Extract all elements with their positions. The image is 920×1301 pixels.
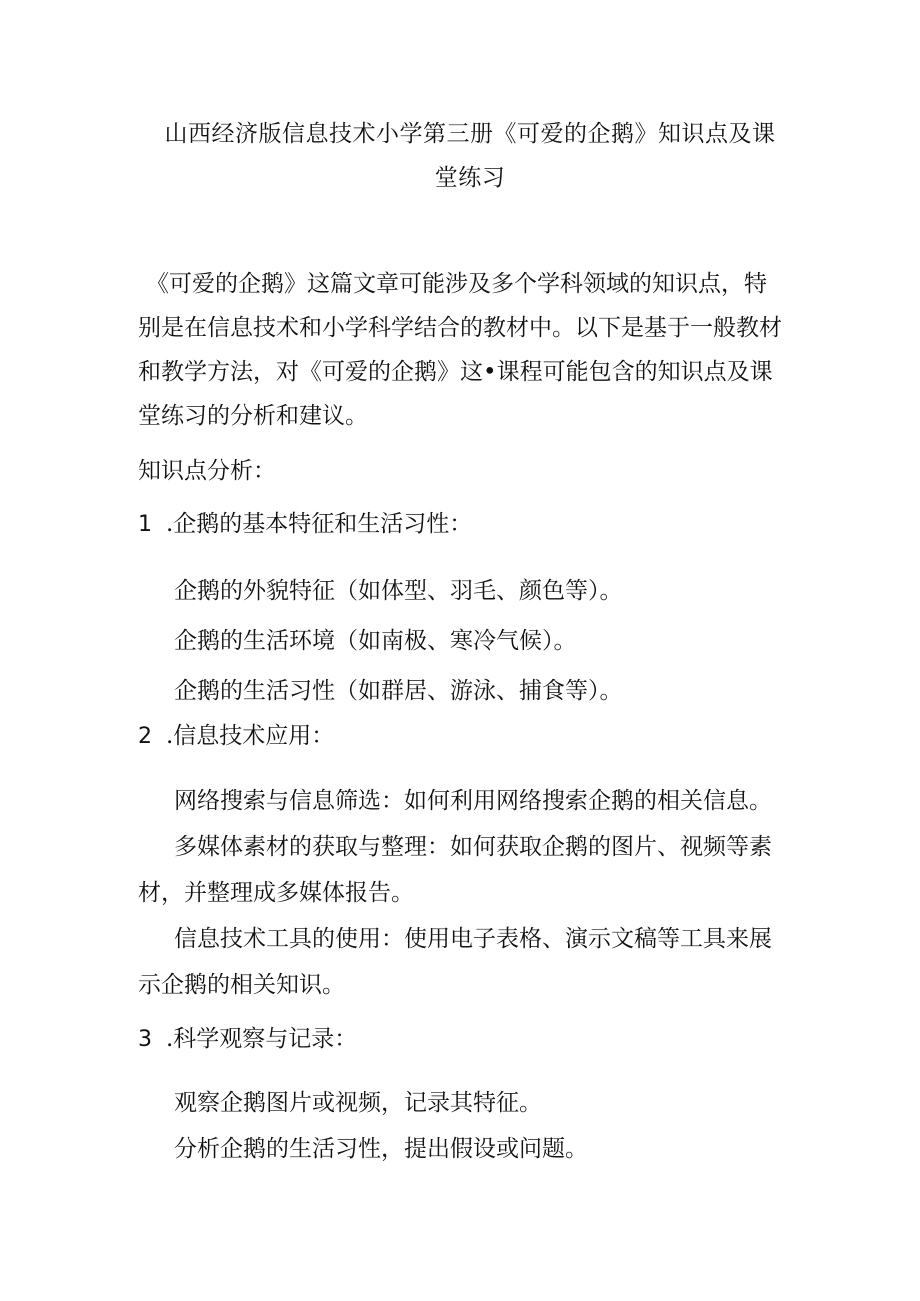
list-item: 网络搜索与信息筛选：如何利用网络搜索企鹅的相关信息。 — [174, 788, 772, 814]
section-1-heading — [138, 502, 788, 547]
section-number: 3 — [138, 1027, 152, 1052]
title-line-2: 堂练习 — [434, 165, 506, 191]
intro-paragraph — [138, 262, 788, 438]
section-1-items — [138, 566, 788, 716]
list-item-continuation: 示企鹅的相关知识。 — [138, 972, 345, 998]
analysis-label — [138, 449, 788, 493]
section-2-items — [138, 778, 788, 1008]
list-item: 分析企鹅的生活习性，提出假设或问题。 — [174, 1136, 588, 1162]
list-item: 企鹅的生活环境（如南极、寒冷气候）。 — [174, 628, 577, 654]
intro-line-1: 《可爱的企鹅》这篇文章可能涉及多个学科领域的知识点，特 — [146, 271, 767, 297]
section-number: 1 — [138, 512, 152, 537]
list-item: 信息技术工具的使用：使用电子表格、演示文稿等工具来展 — [174, 926, 772, 952]
intro-line-2: 别是在信息技术和小学科学结合的教材中。以下是基于一般教材 — [138, 315, 782, 341]
list-item: 企鹅的生活习性（如群居、游泳、捕食等）。 — [174, 678, 623, 704]
section-heading-text: .信息技术应用： — [166, 723, 335, 749]
section-heading-text: .科学观察与记录： — [166, 1026, 358, 1052]
title-line-1: 山西经济版信息技术小学第三册《可爱的企鹅》知识点及课 — [164, 121, 776, 147]
intro-line-4: 堂练习的分析和建议。 — [138, 403, 368, 429]
section-2-heading — [138, 714, 788, 759]
analysis-label-text: 知识点分析： — [138, 458, 276, 484]
list-item: 企鹅的外貌特征（如体型、羽毛、颜色等）。 — [174, 578, 623, 604]
section-3-heading — [138, 1017, 788, 1062]
list-item: 观察企鹅图片或视频，记录其特征。 — [174, 1090, 542, 1116]
list-item: 多媒体素材的获取与整理：如何获取企鹅的图片、视频等素 — [174, 834, 772, 860]
intro-line-3: 和教学方法，对《可爱的企鹅》这•课程可能包含的知识点及课 — [138, 359, 773, 385]
document-title — [160, 112, 780, 200]
section-3-items — [138, 1080, 788, 1172]
section-heading-text: .企鹅的基本特征和生活习性： — [166, 511, 473, 537]
section-number: 2 — [138, 724, 152, 749]
list-item-continuation: 材，并整理成多媒体报告。 — [138, 880, 414, 906]
